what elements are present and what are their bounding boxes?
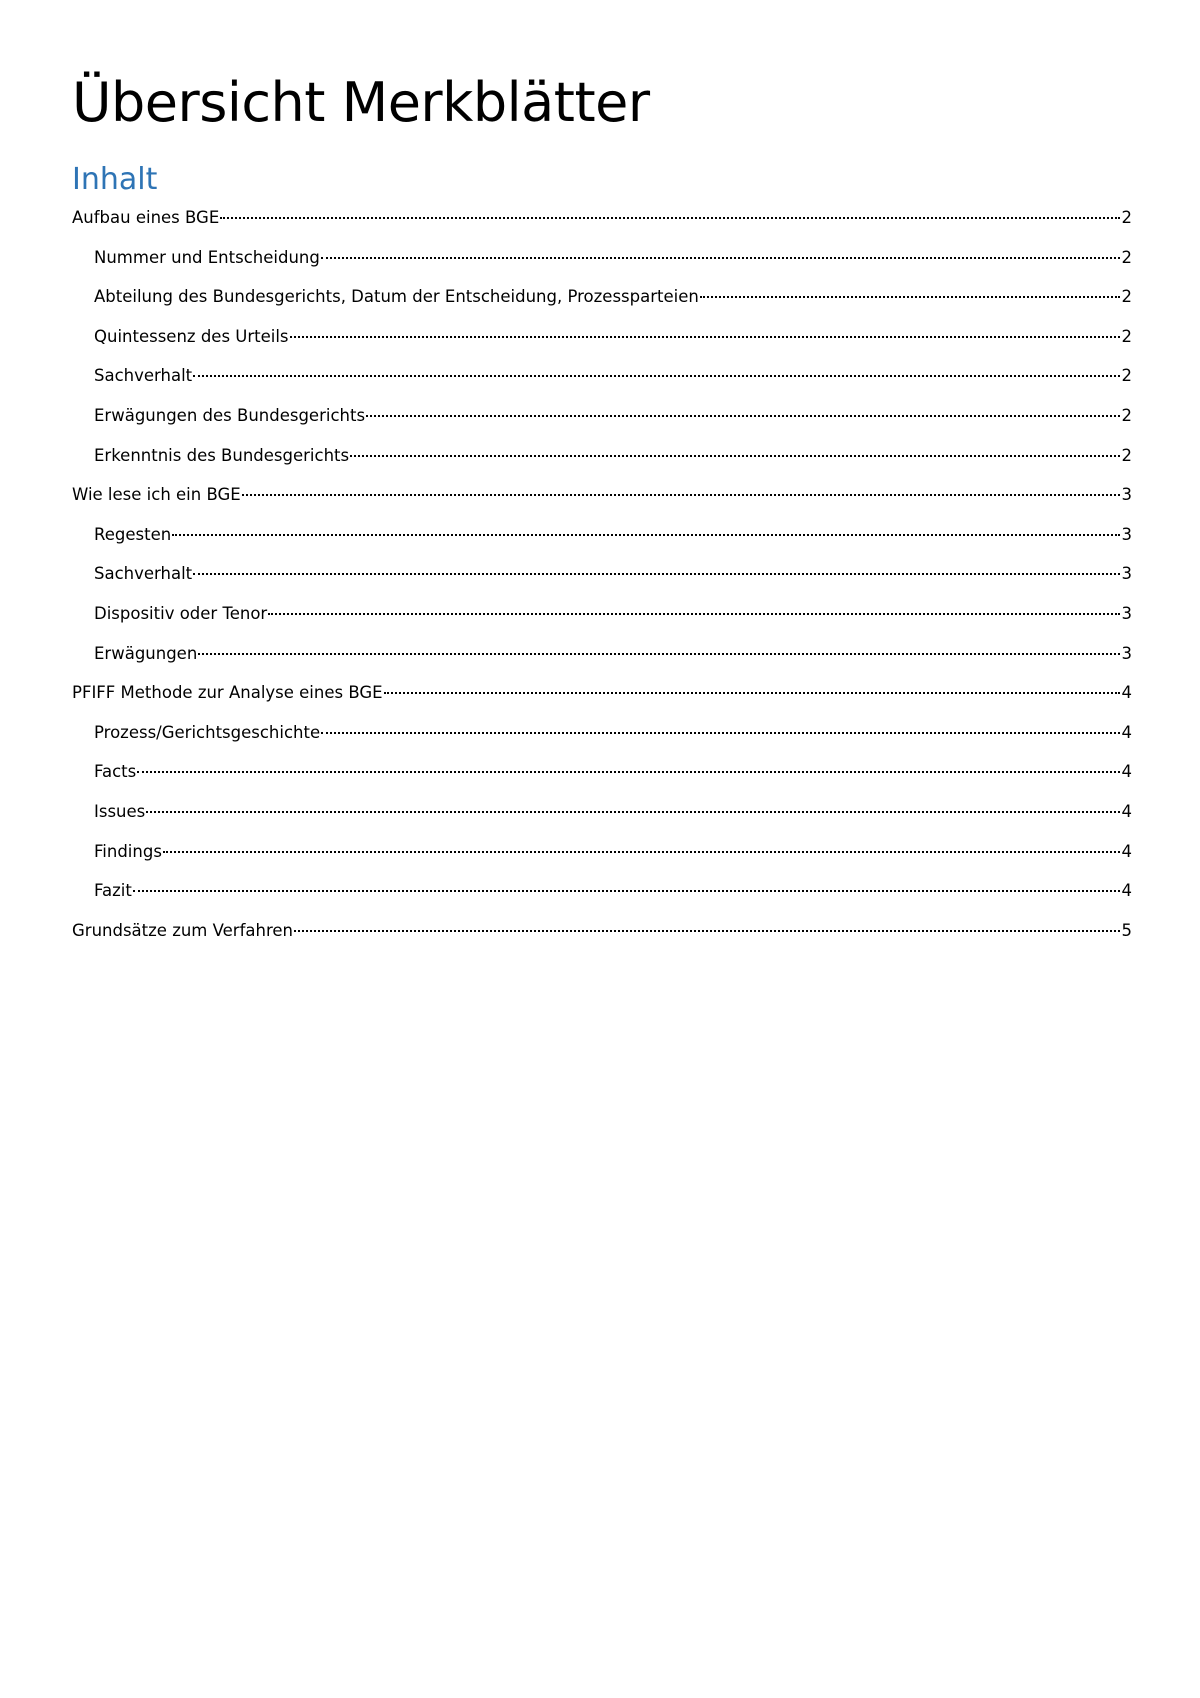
toc-dot-leader <box>321 732 1119 734</box>
toc-entry-label: Regesten <box>94 524 172 544</box>
toc-heading: Inhalt <box>72 162 158 197</box>
toc-entry-page-number: 5 <box>1121 920 1132 940</box>
toc-dot-leader <box>220 217 1119 219</box>
toc-entry[interactable] <box>72 599 1132 639</box>
toc-entry-label: Findings <box>94 841 162 861</box>
toc-dot-leader <box>366 415 1119 417</box>
toc-entry-label: Prozess/Gerichtsgeschichte <box>94 722 321 742</box>
toc-entry-page-number: 3 <box>1121 485 1132 505</box>
toc-dot-leader <box>172 534 1119 536</box>
toc-dot-leader <box>163 851 1120 853</box>
toc-entry[interactable] <box>72 876 1132 916</box>
toc-entry-page-number: 2 <box>1121 445 1132 465</box>
toc-entry[interactable] <box>72 203 1132 243</box>
toc-entry-page-number: 3 <box>1121 524 1132 544</box>
toc-dot-leader <box>146 811 1119 813</box>
toc-entry-label: Nummer und Entscheidung <box>94 247 320 267</box>
toc-dot-leader <box>133 890 1120 892</box>
toc-dot-leader <box>321 257 1120 259</box>
toc-entry-page-number: 4 <box>1121 881 1132 901</box>
toc-entry-label: Wie lese ich ein BGE <box>72 485 241 505</box>
toc-entry-page-number: 4 <box>1121 801 1132 821</box>
toc-entry[interactable] <box>72 480 1132 520</box>
toc-entry-label: Grundsätze zum Verfahren <box>72 920 293 940</box>
toc-entry[interactable] <box>72 757 1132 797</box>
toc-entry-page-number: 2 <box>1121 366 1132 386</box>
toc-entry[interactable] <box>72 718 1132 758</box>
toc-entry[interactable] <box>72 441 1132 481</box>
toc-entry[interactable] <box>72 282 1132 322</box>
toc-dot-leader <box>350 455 1119 457</box>
toc-entry-page-number: 2 <box>1121 208 1132 227</box>
document-title: Übersicht Merkblätter <box>72 71 650 134</box>
toc-entry-label: Aufbau eines BGE <box>72 208 220 227</box>
toc-dot-leader <box>290 336 1120 338</box>
toc-entry-label: Quintessenz des Urteils <box>94 326 289 346</box>
toc-entry-page-number: 2 <box>1121 287 1132 307</box>
toc-entry-label: Fazit <box>94 881 132 901</box>
toc-entry-page-number: 2 <box>1121 405 1132 425</box>
toc-dot-leader <box>137 771 1119 773</box>
toc-entry-label: Dispositiv oder Tenor <box>94 603 268 623</box>
toc-dot-leader <box>384 692 1120 694</box>
toc-entry[interactable] <box>72 837 1132 877</box>
toc-dot-leader <box>193 375 1119 377</box>
toc-entry[interactable] <box>72 678 1132 718</box>
toc-entry-label: PFIFF Methode zur Analyse eines BGE <box>72 683 383 703</box>
toc-entry-page-number: 4 <box>1121 841 1132 861</box>
toc-entry[interactable] <box>72 243 1132 283</box>
toc-dot-leader <box>242 494 1120 496</box>
toc-entry[interactable] <box>72 797 1132 837</box>
toc-dot-leader <box>193 573 1119 575</box>
toc-dot-leader <box>198 653 1119 655</box>
toc-entry-page-number: 4 <box>1121 762 1132 782</box>
toc-entry[interactable] <box>72 401 1132 441</box>
toc-entry-label: Abteilung des Bundesgerichts, Datum der Entscheidung, Prozessparteien <box>94 287 699 307</box>
toc-entry[interactable] <box>72 520 1132 560</box>
toc-entry-label: Sachverhalt <box>94 564 193 584</box>
toc-entry[interactable] <box>72 639 1132 679</box>
toc-entry-label: Sachverhalt <box>94 366 193 386</box>
toc-entry[interactable] <box>72 916 1132 956</box>
toc-entry-page-number: 2 <box>1121 247 1132 267</box>
toc-dot-leader <box>700 296 1120 298</box>
toc-entry-label: Issues <box>94 801 146 821</box>
toc-entry[interactable] <box>72 322 1132 362</box>
toc-entry-page-number: 2 <box>1121 326 1132 346</box>
toc-entry[interactable] <box>72 361 1132 401</box>
toc-entry-page-number: 3 <box>1121 643 1132 663</box>
toc-entry-page-number: 4 <box>1121 683 1132 703</box>
toc-entry-page-number: 4 <box>1121 722 1132 742</box>
toc-entry-label: Erwägungen des Bundesgerichts <box>94 405 366 425</box>
toc-entry[interactable] <box>72 559 1132 599</box>
toc-entry-label: Erwägungen <box>94 643 198 663</box>
toc-dot-leader <box>294 930 1120 932</box>
toc-entry-label: Erkenntnis des Bundesgerichts <box>94 445 350 465</box>
toc-entry-label: Facts <box>94 762 137 782</box>
toc-dot-leader <box>268 613 1119 615</box>
table-of-contents <box>72 203 1132 955</box>
toc-entry-page-number: 3 <box>1121 564 1132 584</box>
toc-entry-page-number: 3 <box>1121 603 1132 623</box>
